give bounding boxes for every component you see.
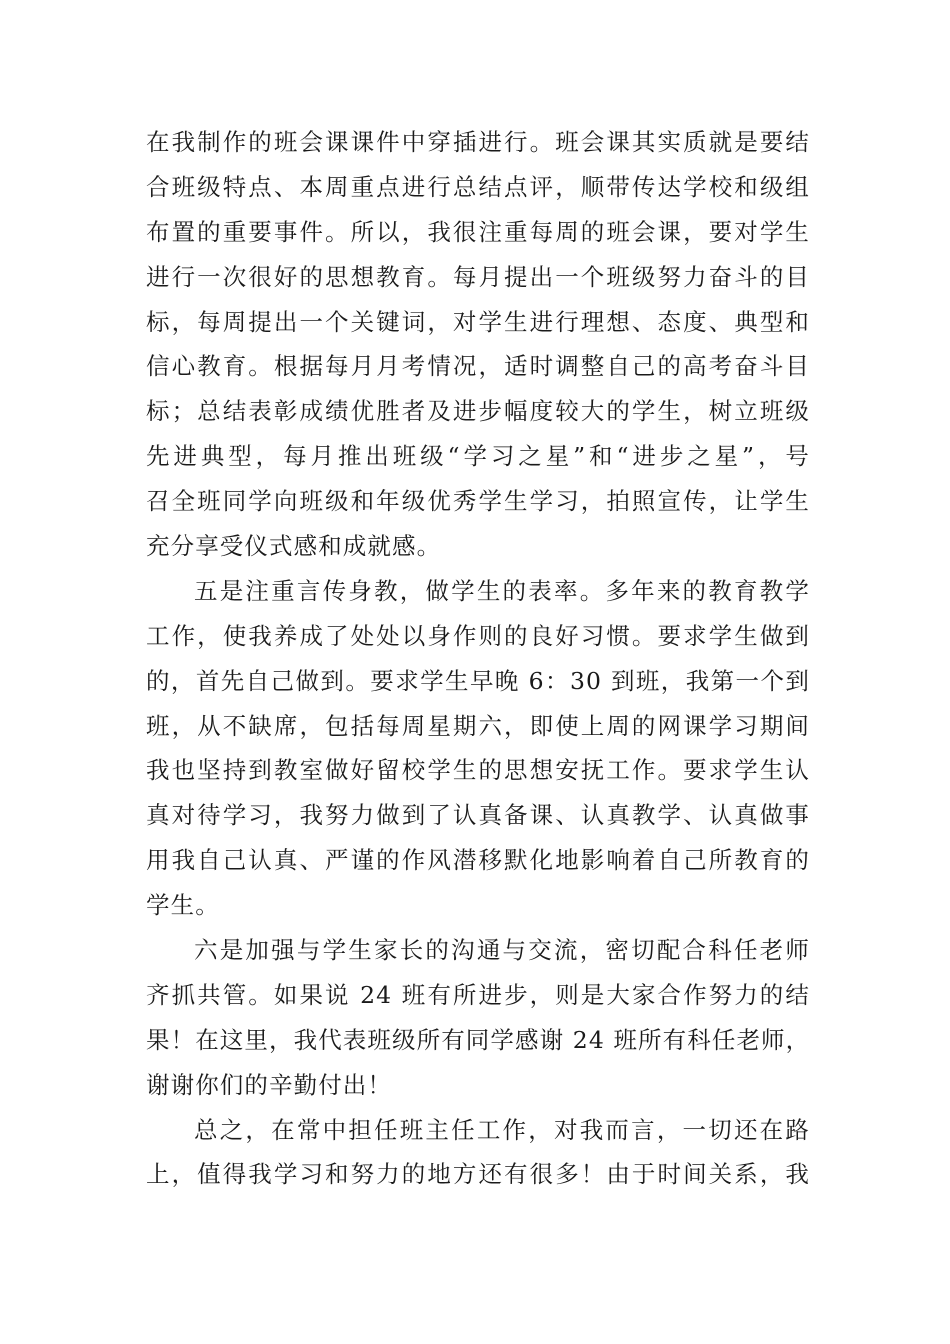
text-line: 真对待学习，我努力做到了认真备课、认真教学、认真做事	[146, 801, 810, 830]
text-line: 五是注重言传身教，做学生的表率。多年来的教育教学	[194, 576, 810, 605]
text-line: 六是加强与学生家长的沟通与交流，密切配合科任老师	[194, 936, 810, 965]
text-line: 充分享受仪式感和成就感。	[146, 532, 442, 561]
text-line: 的，首先自己做到。要求学生早晚 6：30 到班，我第一个到	[146, 666, 810, 695]
text-line: 班，从不缺席，包括每周星期六，即使上周的网课学习期间	[146, 711, 810, 740]
paragraph-class-meeting	[146, 120, 810, 569]
text-line: 先进典型，每月推出班级“学习之星”和“进步之星”，号	[146, 442, 810, 471]
text-line: 上，值得我学习和努力的地方还有很多！由于时间关系，我	[146, 1160, 810, 1189]
text-line: 标，每周提出一个关键词，对学生进行理想、态度、典型和	[146, 307, 810, 336]
text-line: 标；总结表彰成绩优胜者及进步幅度较大的学生，树立班级	[146, 397, 810, 426]
text-line: 召全班同学向班级和年级优秀学生学习，拍照宣传，让学生	[146, 487, 810, 516]
paragraph-parent-communication	[146, 928, 810, 1108]
text-line: 进行一次很好的思想教育。每月提出一个班级努力奋斗的目	[146, 262, 810, 291]
text-line: 工作，使我养成了处处以身作则的良好习惯。要求学生做到	[146, 621, 810, 650]
paragraph-conclusion	[146, 1108, 810, 1198]
text-line: 谢谢你们的辛勤付出！	[146, 1070, 392, 1099]
text-line: 果！在这里，我代表班级所有同学感谢 24 班所有科任老师，	[146, 1025, 811, 1054]
text-line: 布置的重要事件。所以，我很注重每周的班会课，要对学生	[146, 217, 810, 246]
text-line: 用我自己认真、严谨的作风潜移默化地影响着自己所教育的	[146, 846, 810, 875]
text-line: 学生。	[146, 891, 220, 920]
text-line: 合班级特点、本周重点进行总结点评，顺带传达学校和级组	[146, 172, 810, 201]
body-text	[146, 120, 810, 1197]
text-line: 在我制作的班会课课件中穿插进行。班会课其实质就是要结	[146, 128, 810, 156]
text-line: 总之，在常中担任班主任工作，对我而言，一切还在路	[194, 1115, 810, 1144]
text-line: 信心教育。根据每月月考情况，适时调整自己的高考奋斗目	[146, 352, 810, 381]
text-line: 我也坚持到教室做好留校学生的思想安抚工作。要求学生认	[146, 756, 810, 785]
paragraph-lead-by-example	[146, 569, 810, 928]
text-line: 齐抓共管。如果说 24 班有所进步，则是大家合作努力的结	[146, 980, 810, 1009]
